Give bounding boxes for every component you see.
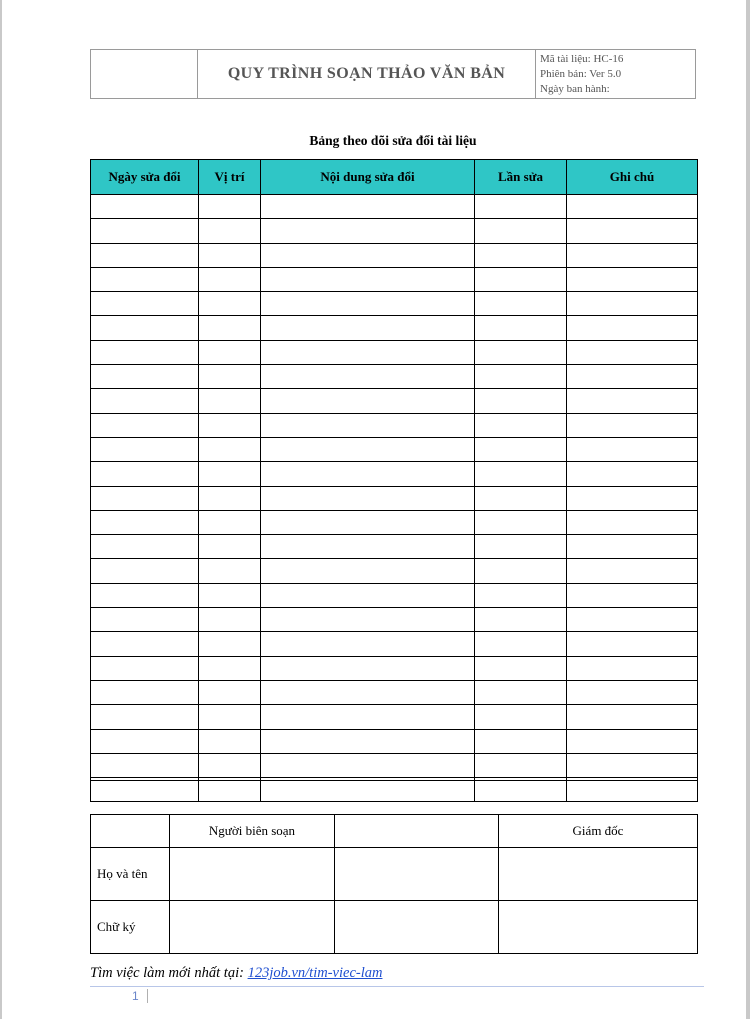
sig-header-director: Giám đốc: [499, 815, 698, 848]
table-cell[interactable]: [261, 219, 475, 243]
table-cell[interactable]: [567, 632, 698, 656]
sig-cell: [499, 901, 698, 954]
table-cell[interactable]: [91, 778, 199, 802]
table-row: [91, 778, 698, 802]
table-cell[interactable]: [91, 583, 199, 607]
table-row: [91, 583, 698, 607]
table-cell[interactable]: [91, 510, 199, 534]
table-cell[interactable]: [567, 389, 698, 413]
table-cell[interactable]: [91, 559, 199, 583]
table-cell[interactable]: [567, 608, 698, 632]
table-row: [91, 389, 698, 413]
table-cell[interactable]: [91, 389, 199, 413]
col-header-content: Nội dung sửa đổi: [261, 160, 475, 195]
page-number: 1: [132, 989, 139, 1003]
table-cell[interactable]: [261, 559, 475, 583]
table-cell[interactable]: [475, 705, 567, 729]
table-cell[interactable]: [475, 340, 567, 364]
table-cell[interactable]: [475, 316, 567, 340]
table-cell[interactable]: [199, 437, 261, 461]
table-row: [91, 413, 698, 437]
table-cell[interactable]: [91, 632, 199, 656]
table-cell[interactable]: [261, 195, 475, 219]
table-cell[interactable]: [91, 292, 199, 316]
table-row: [91, 559, 698, 583]
table-cell[interactable]: [261, 292, 475, 316]
table-cell[interactable]: [199, 535, 261, 559]
table-cell[interactable]: [261, 680, 475, 704]
table-row: [91, 437, 698, 461]
table-row: [91, 632, 698, 656]
table-cell[interactable]: [199, 583, 261, 607]
table-cell[interactable]: [567, 243, 698, 267]
sig-cell: [335, 901, 499, 954]
table-row: [91, 486, 698, 510]
table-cell[interactable]: [475, 292, 567, 316]
table-cell[interactable]: [475, 437, 567, 461]
table-cell[interactable]: [475, 535, 567, 559]
table-cell[interactable]: [91, 243, 199, 267]
table-cell[interactable]: [91, 267, 199, 291]
sig-label-name: Họ và tên: [91, 848, 170, 901]
table-cell[interactable]: [91, 608, 199, 632]
sig-label-signature: Chữ ký: [91, 901, 170, 954]
revision-table-header: [91, 160, 698, 195]
table-cell[interactable]: [567, 778, 698, 802]
table-cell[interactable]: [567, 316, 698, 340]
table-cell[interactable]: [91, 486, 199, 510]
table-row: [91, 608, 698, 632]
table-cell[interactable]: [567, 729, 698, 753]
table-cell[interactable]: [567, 486, 698, 510]
table-row: [91, 292, 698, 316]
table-cell[interactable]: [475, 365, 567, 389]
table-row: [91, 219, 698, 243]
table-cell[interactable]: [199, 340, 261, 364]
table-cell[interactable]: [567, 462, 698, 486]
table-cell[interactable]: [475, 608, 567, 632]
sig-header-blank: [335, 815, 499, 848]
table-cell[interactable]: [567, 365, 698, 389]
document-title: QUY TRÌNH SOẠN THẢO VĂN BẢN: [198, 50, 536, 99]
revision-table: [90, 159, 698, 802]
signature-table: [90, 814, 698, 954]
document-page: [2, 0, 746, 1019]
table-cell[interactable]: [261, 267, 475, 291]
table-cell[interactable]: [199, 559, 261, 583]
table-cell[interactable]: [91, 462, 199, 486]
document-header-box: [90, 49, 696, 99]
table-cell[interactable]: [199, 608, 261, 632]
doc-issue-date: Ngày ban hành:: [540, 82, 610, 95]
table-cell[interactable]: [475, 656, 567, 680]
table-cell[interactable]: [261, 656, 475, 680]
table-cell[interactable]: [91, 535, 199, 559]
table-cell[interactable]: [199, 462, 261, 486]
table-cell[interactable]: [199, 413, 261, 437]
table-cell[interactable]: [475, 413, 567, 437]
signature-sign-row: [91, 901, 698, 954]
col-header-notes: Ghi chú: [567, 160, 698, 195]
table-row: [91, 462, 698, 486]
table-cell[interactable]: [567, 535, 698, 559]
table-cell[interactable]: [261, 753, 475, 777]
table-row: [91, 267, 698, 291]
table-cell[interactable]: [91, 413, 199, 437]
table-cell[interactable]: [91, 340, 199, 364]
table-cell[interactable]: [475, 389, 567, 413]
table-cell[interactable]: [567, 753, 698, 777]
sig-cell: [170, 901, 335, 954]
table-cell[interactable]: [261, 705, 475, 729]
table-cell[interactable]: [475, 753, 567, 777]
doc-version: Phiên bản: Ver 5.0: [540, 67, 622, 80]
table-row: [91, 535, 698, 559]
table-cell[interactable]: [261, 316, 475, 340]
table-cell[interactable]: [567, 437, 698, 461]
table-cell[interactable]: [567, 559, 698, 583]
sig-header-empty: [91, 815, 170, 848]
table-cell[interactable]: [261, 413, 475, 437]
sig-cell: [170, 848, 335, 901]
table-row: [91, 753, 698, 777]
table-cell[interactable]: [261, 608, 475, 632]
table-cell[interactable]: [261, 510, 475, 534]
table-cell[interactable]: [475, 195, 567, 219]
table-cell[interactable]: [475, 486, 567, 510]
table-cell[interactable]: [261, 632, 475, 656]
table-row: [91, 316, 698, 340]
table-cell[interactable]: [199, 389, 261, 413]
table-cell[interactable]: [475, 462, 567, 486]
table-cell[interactable]: [261, 243, 475, 267]
text-cursor-mark: [147, 989, 148, 1003]
table-cell[interactable]: [567, 680, 698, 704]
table-cell[interactable]: [475, 632, 567, 656]
table-cell[interactable]: [567, 292, 698, 316]
table-cell[interactable]: [261, 365, 475, 389]
col-header-revision-no: Lần sửa: [475, 160, 567, 195]
table-cell[interactable]: [261, 535, 475, 559]
table-cell[interactable]: [475, 510, 567, 534]
table-cell[interactable]: [567, 267, 698, 291]
table-cell[interactable]: [475, 219, 567, 243]
doc-code: Mã tài liệu: HC-16: [540, 52, 624, 65]
col-header-date: Ngày sửa đổi: [91, 160, 199, 195]
table-cell[interactable]: [567, 195, 698, 219]
table-cell[interactable]: [91, 680, 199, 704]
logo-cell: [91, 50, 198, 99]
table-row: [91, 680, 698, 704]
table-row: [91, 656, 698, 680]
table-row: [91, 510, 698, 534]
signature-name-row: [91, 848, 698, 901]
table-cell[interactable]: [475, 680, 567, 704]
revision-table-double-rule: [90, 780, 697, 781]
table-cell[interactable]: [199, 486, 261, 510]
table-cell[interactable]: [91, 656, 199, 680]
table-cell[interactable]: [199, 753, 261, 777]
table-cell[interactable]: [261, 462, 475, 486]
table-cell[interactable]: [475, 729, 567, 753]
table-cell[interactable]: [475, 778, 567, 802]
table-cell[interactable]: [91, 316, 199, 340]
table-row: [91, 243, 698, 267]
footer-link[interactable]: 123job.vn/tim-viec-lam: [247, 965, 383, 981]
table-cell[interactable]: [261, 778, 475, 802]
table-cell[interactable]: [475, 267, 567, 291]
table-row: [91, 195, 698, 219]
table-cell[interactable]: [567, 583, 698, 607]
sig-cell: [335, 848, 499, 901]
table-row: [91, 340, 698, 364]
table-cell[interactable]: [91, 365, 199, 389]
table-cell[interactable]: [199, 729, 261, 753]
table-cell[interactable]: [567, 656, 698, 680]
sig-header-author: Người biên soạn: [170, 815, 335, 848]
table-cell[interactable]: [199, 267, 261, 291]
table-row: [91, 365, 698, 389]
table-cell[interactable]: [261, 486, 475, 510]
table-cell[interactable]: [199, 632, 261, 656]
table-cell[interactable]: [199, 243, 261, 267]
table-cell[interactable]: [91, 219, 199, 243]
col-header-position: Vị trí: [199, 160, 261, 195]
table-cell[interactable]: [91, 705, 199, 729]
table-cell[interactable]: [475, 583, 567, 607]
table-cell[interactable]: [567, 510, 698, 534]
table-row: [91, 705, 698, 729]
table-cell[interactable]: [91, 195, 199, 219]
table-cell[interactable]: [475, 559, 567, 583]
table-cell[interactable]: [199, 778, 261, 802]
footer-divider: [90, 986, 704, 987]
table-cell[interactable]: [199, 365, 261, 389]
table-cell[interactable]: [199, 195, 261, 219]
table-cell[interactable]: [91, 729, 199, 753]
table-cell[interactable]: [91, 437, 199, 461]
table-cell[interactable]: [199, 219, 261, 243]
table-cell[interactable]: [199, 316, 261, 340]
sig-cell: [499, 848, 698, 901]
footer-text: Tìm việc làm mới nhất tại:: [90, 965, 248, 981]
table-cell[interactable]: [261, 729, 475, 753]
table-cell[interactable]: [567, 219, 698, 243]
signature-header-row: [91, 815, 698, 848]
table-cell[interactable]: [261, 389, 475, 413]
document-meta: [536, 50, 696, 99]
table-cell[interactable]: [567, 413, 698, 437]
table-cell[interactable]: [567, 705, 698, 729]
table-row: [91, 729, 698, 753]
revision-table-body: [91, 195, 698, 802]
table-cell[interactable]: [261, 340, 475, 364]
table-cell[interactable]: [199, 680, 261, 704]
table-cell[interactable]: [475, 243, 567, 267]
table-cell[interactable]: [199, 510, 261, 534]
table-cell[interactable]: [261, 583, 475, 607]
table-cell[interactable]: [199, 705, 261, 729]
table-cell[interactable]: [199, 656, 261, 680]
revision-table-caption: Bảng theo dõi sửa đổi tài liệu: [309, 133, 477, 148]
table-cell[interactable]: [91, 753, 199, 777]
table-cell[interactable]: [261, 437, 475, 461]
footer-note: [90, 965, 382, 982]
table-cell[interactable]: [199, 292, 261, 316]
table-cell[interactable]: [567, 340, 698, 364]
